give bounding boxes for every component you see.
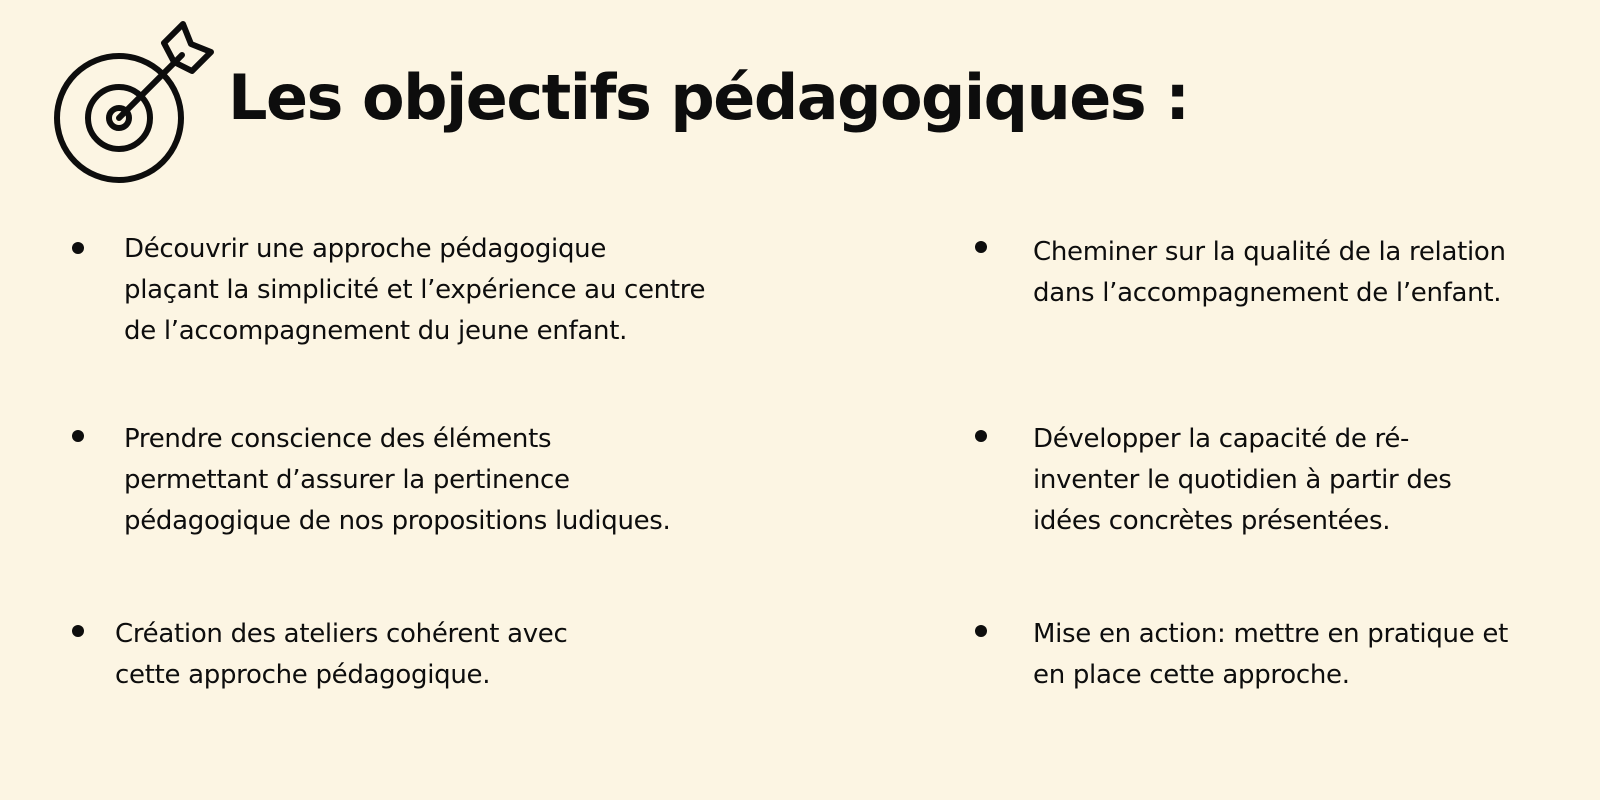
objective-line: Découvrir une approche pédagogique [124,234,607,264]
objective-line: Mise en action: mettre en pratique et [1033,619,1508,649]
objective-line: inventer le quotidien à partir des [1033,465,1452,495]
objective-item [124,229,705,352]
objective-item [1033,232,1506,314]
page-title: Les objectifs pédagogiques : [228,61,1189,134]
bullet-dot [975,241,987,253]
objective-line: dans l’accompagnement de l’enfant. [1033,278,1502,308]
objective-line: de l’accompagnement du jeune enfant. [124,316,628,346]
objective-item [124,419,671,542]
objective-line: Création des ateliers cohérent avec [115,619,568,649]
objective-line: plaçant la simplicité et l’expérience au centre [124,275,706,305]
target-arrow-icon [52,18,222,188]
objective-item [1033,419,1452,542]
objective-line: en place cette approche. [1033,660,1350,690]
objective-line: permettant d’assurer la pertinence [124,465,570,495]
objective-item [115,614,568,696]
objective-line: cette approche pédagogique. [115,660,491,690]
objective-line: pédagogique de nos propositions ludiques. [124,506,671,536]
objective-item [1033,614,1508,696]
objective-line: Développer la capacité de ré- [1033,424,1410,454]
bullet-dot [975,430,987,442]
objective-line: Prendre conscience des éléments [124,424,552,454]
bullet-dot [72,242,84,254]
objective-line: Cheminer sur la qualité de la relation [1033,237,1506,267]
objective-line: idées concrètes présentées. [1033,506,1391,536]
bullet-dot [975,625,987,637]
bullet-dot [72,430,84,442]
bullet-dot [72,625,84,637]
